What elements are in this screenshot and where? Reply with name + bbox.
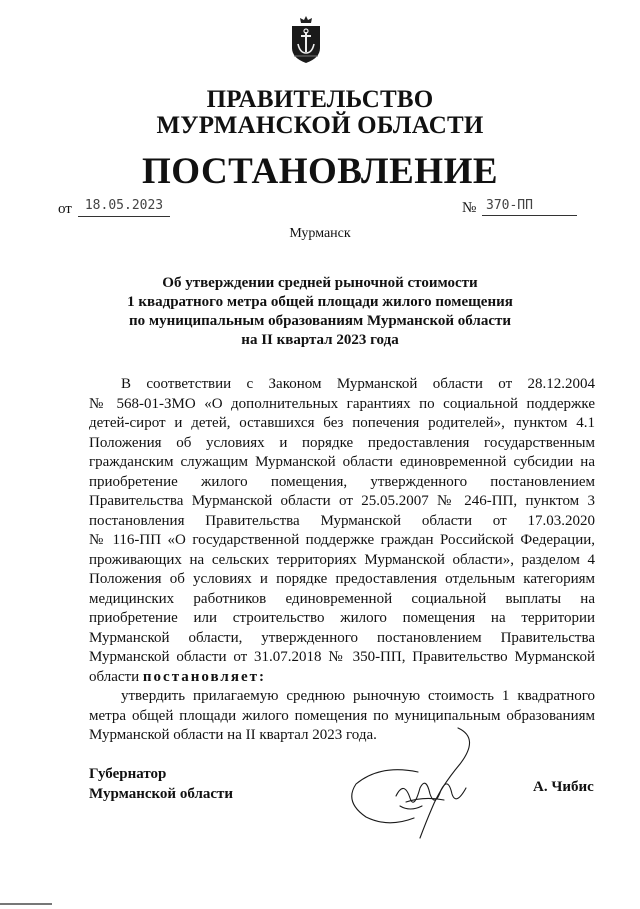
document-date: 18.05.2023 <box>78 198 170 217</box>
page-edge-mark <box>0 903 52 905</box>
body-line: приобретение или строительство жилого помещения на территории <box>89 610 595 626</box>
signatory-title-line: Мурманской области <box>89 786 234 802</box>
body-line: медицинских работников единовременной социальной выплаты на <box>89 590 595 607</box>
handwritten-signature-icon <box>340 722 490 847</box>
signatory-title <box>89 764 233 804</box>
number-label: № <box>462 200 477 216</box>
document-number: 370-ПП <box>482 198 577 216</box>
document-subject <box>0 274 640 350</box>
body-line <box>89 668 595 688</box>
body-line: детей-сирот и детей, оставшихся без попечения родителей», пунктом 4.1 <box>89 415 595 431</box>
body-text: области <box>89 668 143 685</box>
body-line: Положения об условиях и порядке предоставления государственным <box>89 434 595 451</box>
body-line: приобретение жилого помещения, утвержденного постановлением <box>89 473 595 490</box>
body-line: проживающих на сельских территориях Мурманской области», разделом 4 <box>89 551 595 568</box>
body-line: утвердить прилагаемую среднюю рыночную стоимость 1 квадратного <box>121 688 595 704</box>
body-line: Мурманской области, утвержденного постановлением Правительства <box>89 629 595 646</box>
resolution-keyword: постановляет: <box>142 668 266 685</box>
body-line: № 568-01-ЗМО «О дополнительных гарантиях по социальной поддержке <box>89 395 595 412</box>
subject-line: на II квартал 2023 года <box>241 332 399 348</box>
body-line: гражданским служащим Мурманской области единовременной субсидии на <box>89 454 595 470</box>
date-label: от <box>58 201 72 217</box>
city: Мурманск <box>289 226 351 241</box>
body-line: метра общей площади жилого помещения по муниципальным образованиям <box>89 707 595 724</box>
document-body <box>89 375 595 746</box>
body-line: Мурманской области от 31.07.2018 № 350-ПП, Правительство Мурманской <box>89 649 595 665</box>
body-line: постановления Правительства Мурманской области от 17.03.2020 <box>89 512 595 529</box>
body-line: № 116-ПП «О государственной поддержке граждан Российской Федерации, <box>89 532 595 548</box>
murmansk-coat-of-arms-icon <box>290 14 322 64</box>
subject-line: Об утверждении средней рыночной стоимости <box>162 275 478 291</box>
body-line: Положения об условиях и порядке предоставления отдельным категориям <box>89 571 595 587</box>
government-title-line1: ПРАВИТЕЛЬСТВО <box>206 86 434 113</box>
signatory-name: А. Чибис <box>533 779 594 795</box>
body-line: Правительства Мурманской области от 25.05.2007 № 246-ПП, пунктом 3 <box>89 493 595 509</box>
signatory-title-line: Губернатор <box>89 766 167 782</box>
body-line: Мурманской области на II квартал 2023 года. <box>89 727 377 743</box>
document-type-title: ПОСТАНОВЛЕНИЕ <box>141 151 499 192</box>
government-title-line2: МУРМАНСКОЙ ОБЛАСТИ <box>156 112 484 139</box>
subject-line: по муниципальным образованиям Мурманской области <box>128 313 512 329</box>
body-line: В соответствии с Законом Мурманской области от 28.12.2004 <box>121 376 595 392</box>
subject-line: 1 квадратного метра общей площади жилого помещения <box>127 294 513 310</box>
